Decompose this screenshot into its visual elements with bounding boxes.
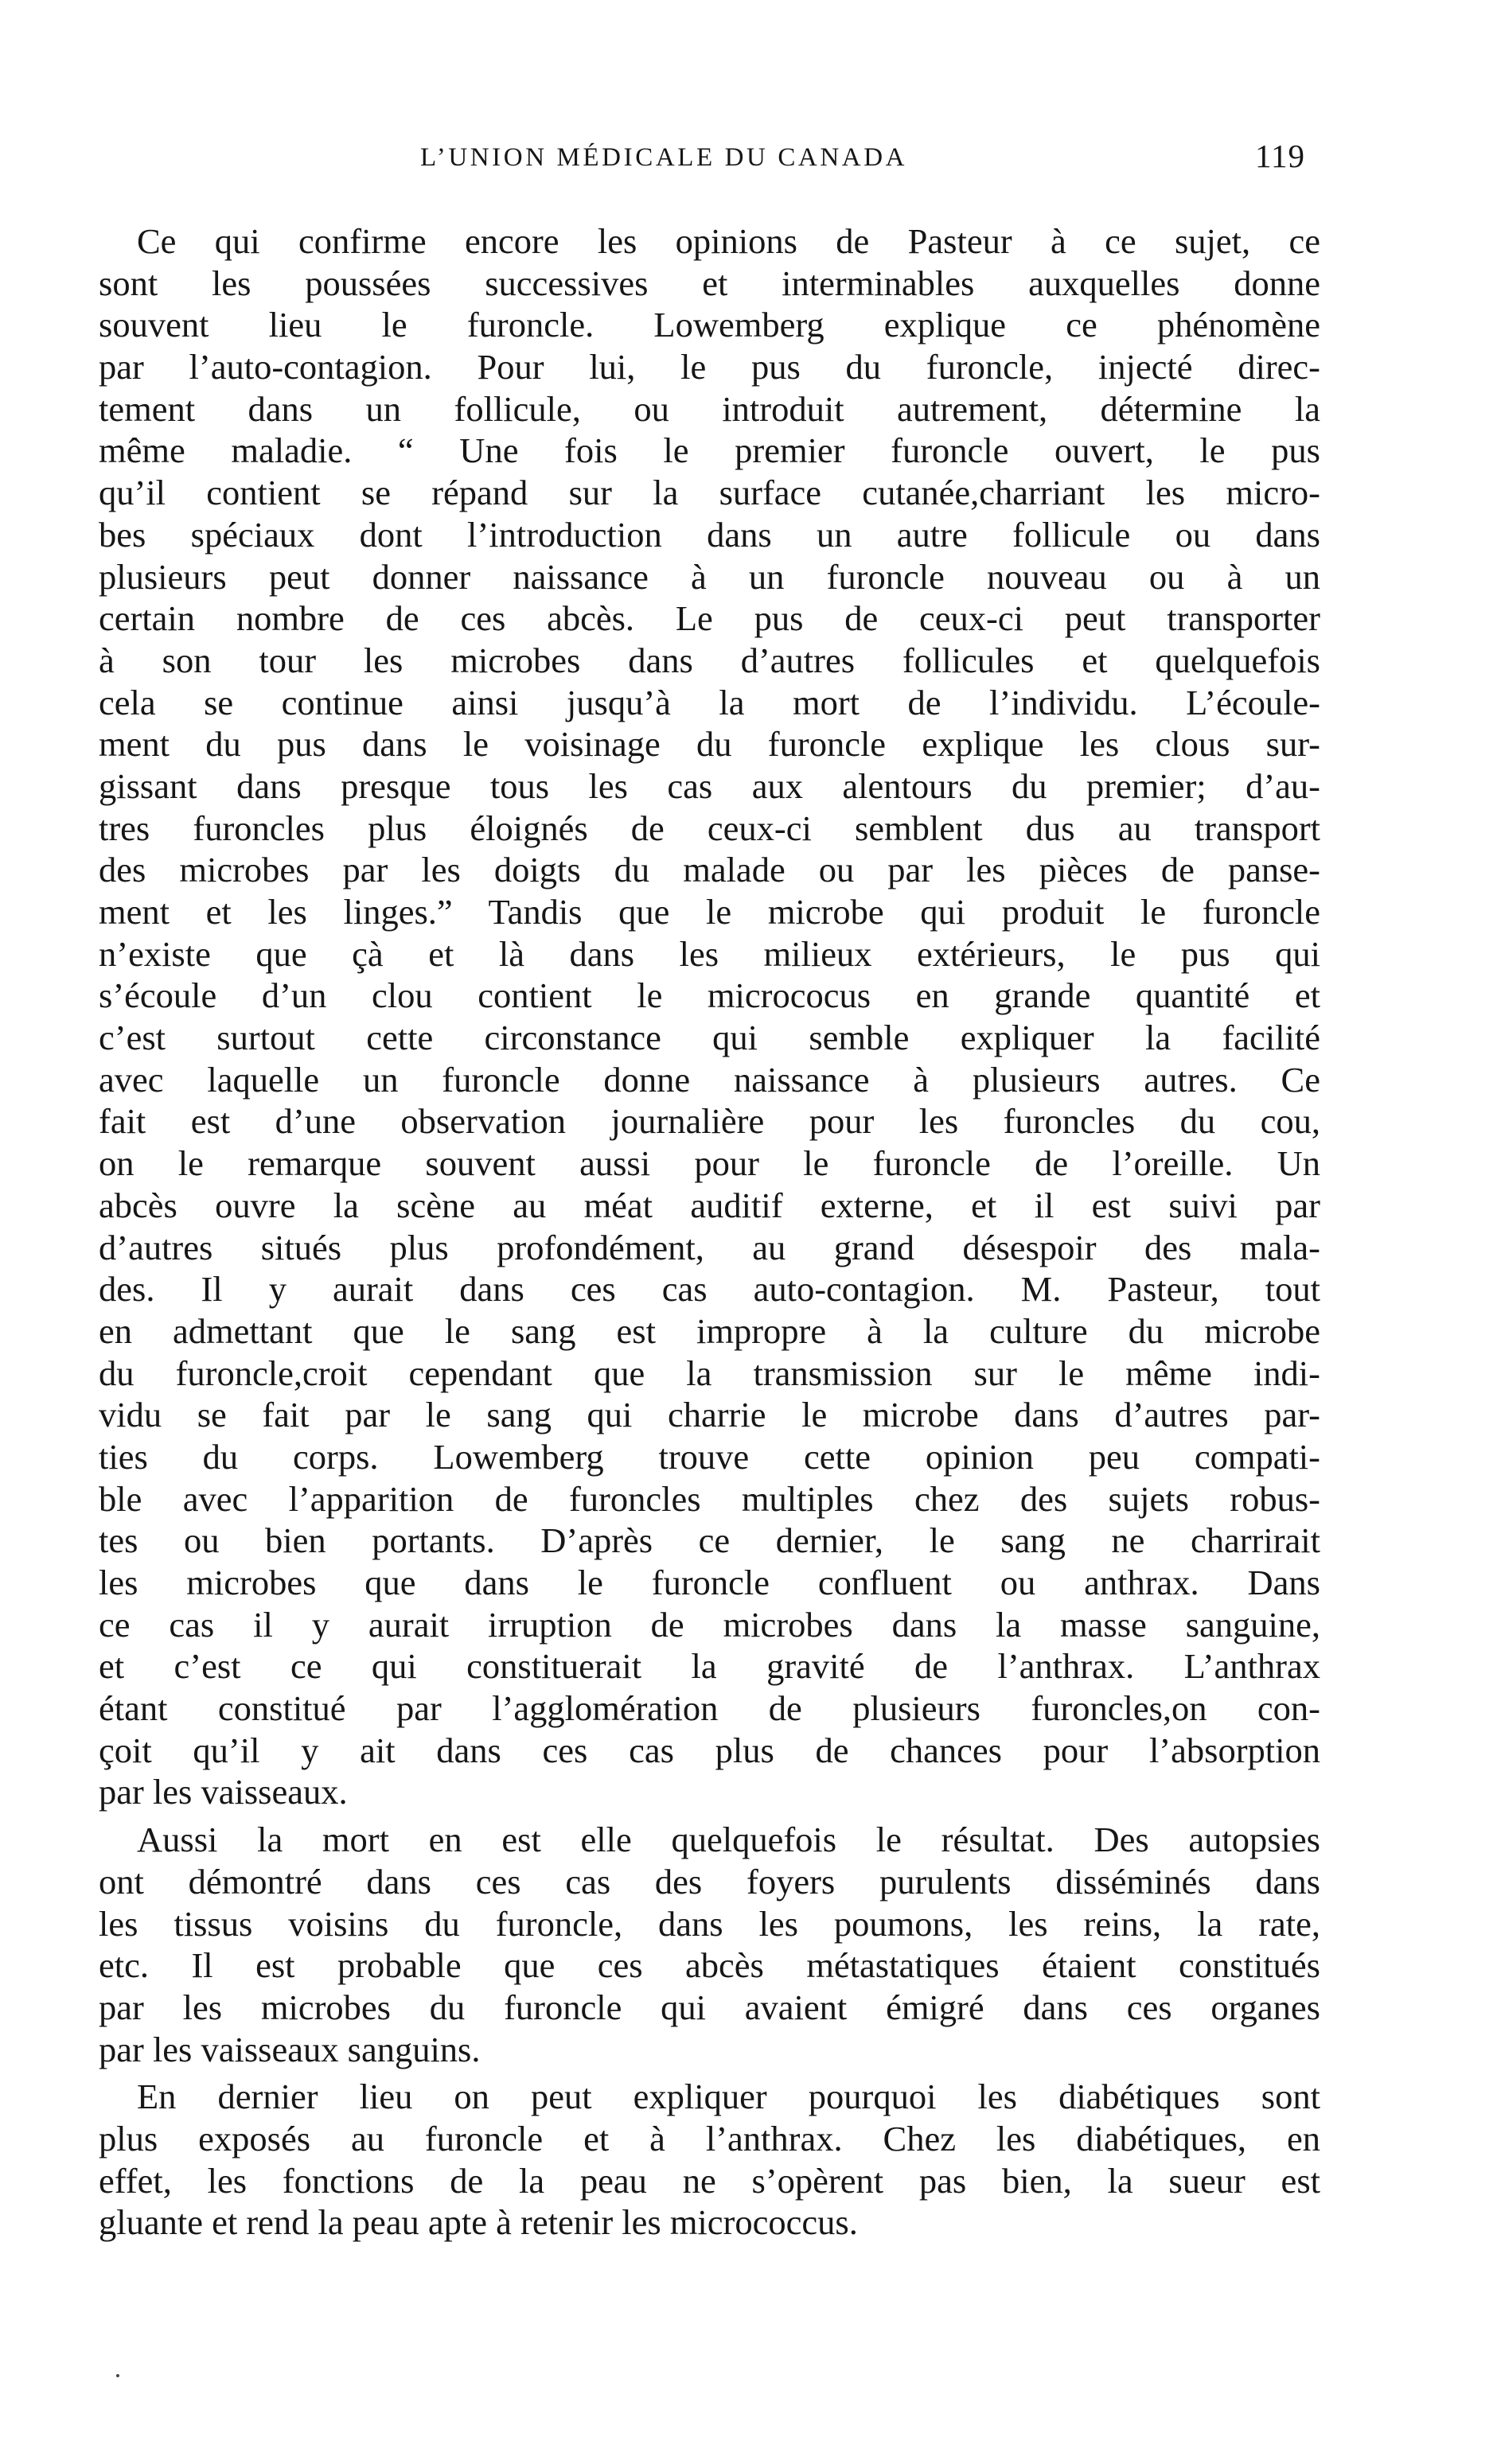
text-line: gluante et rend la peau apte à retenir les micrococcus. [99,2202,858,2243]
text-line: même maladie. “ Une fois le premier furoncle ouvert, le pus [99,430,1320,471]
text-line: ment et les linges.” Tandis que le microbe qui produit le furoncle [99,892,1320,932]
paragraph [99,2076,1320,2244]
text-line: bes spéciaux dont l’introduction dans un autre follicule ou dans [99,514,1320,555]
text-line: avec laquelle un furoncle donne naissance à plusieurs autres. Ce [99,1059,1320,1100]
text-line: c’est surtout cette circonstance qui semble expliquer la facilité [99,1018,1320,1058]
text-line: des microbes par les doigts du malade ou par les pièces de panse- [99,850,1320,890]
text-line: étant constitué par l’agglomération de plusieurs furoncles,on con- [99,1688,1320,1729]
page-number: 119 [1255,138,1305,174]
paragraph [99,1819,1320,2070]
text-line: Ce qui confirme encore les opinions de Pasteur à ce sujet, ce [137,221,1320,261]
text-line: en admettant que le sang est impropre à la culture du microbe [99,1310,1320,1351]
text-line: vidu se fait par le sang qui charrie le microbe dans d’autres par- [99,1395,1320,1435]
text-line: sont les poussées successives et interminables auxquelles donne [99,263,1320,303]
text-line: tes ou bien portants. D’après ce dernier, le sang ne charrirait [99,1520,1320,1561]
text-line: abcès ouvre la scène au méat auditif externe, et il est suivi par [99,1185,1320,1225]
text-line: souvent lieu le furoncle. Lowemberg explique ce phénomène [99,305,1320,345]
text-line: çoit qu’il y ait dans ces cas plus de chances pour l’absorption [99,1730,1320,1770]
text-line: par les microbes du furoncle qui avaient émigré dans ces organes [99,1987,1320,2027]
text-line: effet, les fonctions de la peau ne s’opèrent pas bien, la sueur est [99,2160,1320,2201]
text-line: cela se continue ainsi jusqu’à la mort de l’individu. L’écoule- [99,682,1320,722]
text-line: ble avec l’apparition de furoncles multiples chez des sujets robus- [99,1478,1320,1519]
text-line: par les vaisseaux. [99,1772,348,1812]
body-text [99,220,1320,2244]
text-line: tres furoncles plus éloignés de ceux-ci semblent dus au transport [99,808,1320,848]
text-line: les tissus voisins du furoncle, dans les poumons, les reins, la rate, [99,1903,1320,1944]
text-line: ont démontré dans ces cas des foyers purulents disséminés dans [99,1861,1320,1902]
text-line: des. Il y aurait dans ces cas auto-contagion. M. Pasteur, tout [99,1269,1320,1310]
text-line: s’écoule d’un clou contient le micrococus en grande quantité et [99,975,1320,1016]
text-line: ties du corps. Lowemberg trouve cette opinion peu compati- [99,1436,1320,1477]
text-line: d’autres situés plus profondément, au grand désespoir des mala- [99,1227,1320,1267]
text-line: les microbes que dans le furoncle confluent ou anthrax. Dans [99,1563,1320,1602]
text-line: par l’auto-contagion. Pour lui, le pus du furoncle, injecté direc- [99,347,1320,387]
text-line: n’existe que çà et là dans les milieux extérieurs, le pus qui [99,933,1320,974]
text-line: on le remarque souvent aussi pour le furoncle de l’oreille. Un [99,1143,1320,1184]
ink-speck [116,2374,119,2377]
text-line: qu’il contient se répand sur la surface cutanée,charriant les micro- [99,473,1320,513]
text-line: par les vaisseaux sanguins. [99,2029,481,2069]
text-line: fait est d’une observation journalière pour les furoncles du cou, [99,1101,1320,1142]
text-line: certain nombre de ces abcès. Le pus de ceux-ci peut transporter [99,598,1320,639]
running-title: L’UNION MÉDICALE DU CANADA [420,143,908,172]
text-line: du furoncle,croit cependant que la transmission sur le même indi- [99,1353,1320,1393]
text-line: tement dans un follicule, ou introduit autrement, détermine la [99,388,1320,429]
text-line: plus exposés au furoncle et à l’anthrax. Chez les diabétiques, en [99,2118,1320,2158]
text-line: ment du pus dans le voisinage du furoncle explique les clous sur- [99,724,1320,765]
text-line: En dernier lieu on peut expliquer pourquoi les diabétiques sont [137,2077,1320,2117]
paragraph [99,220,1320,1813]
text-line: etc. Il est probable que ces abcès métastatiques étaient constitués [99,1945,1320,1986]
text-line: et c’est ce qui constituerait la gravité de l’anthrax. L’anthrax [99,1646,1320,1687]
text-line: ce cas il y aurait irruption de microbes dans la masse sanguine, [99,1604,1320,1645]
text-line: plusieurs peut donner naissance à un furoncle nouveau ou à un [99,556,1320,597]
text-line: Aussi la mort en est elle quelquefois le résultat. Des autopsies [137,1820,1320,1860]
text-line: gissant dans presque tous les cas aux alentours du premier; d’au- [99,765,1320,806]
text-line: à son tour les microbes dans d’autres follicules et quelquefois [99,640,1320,680]
